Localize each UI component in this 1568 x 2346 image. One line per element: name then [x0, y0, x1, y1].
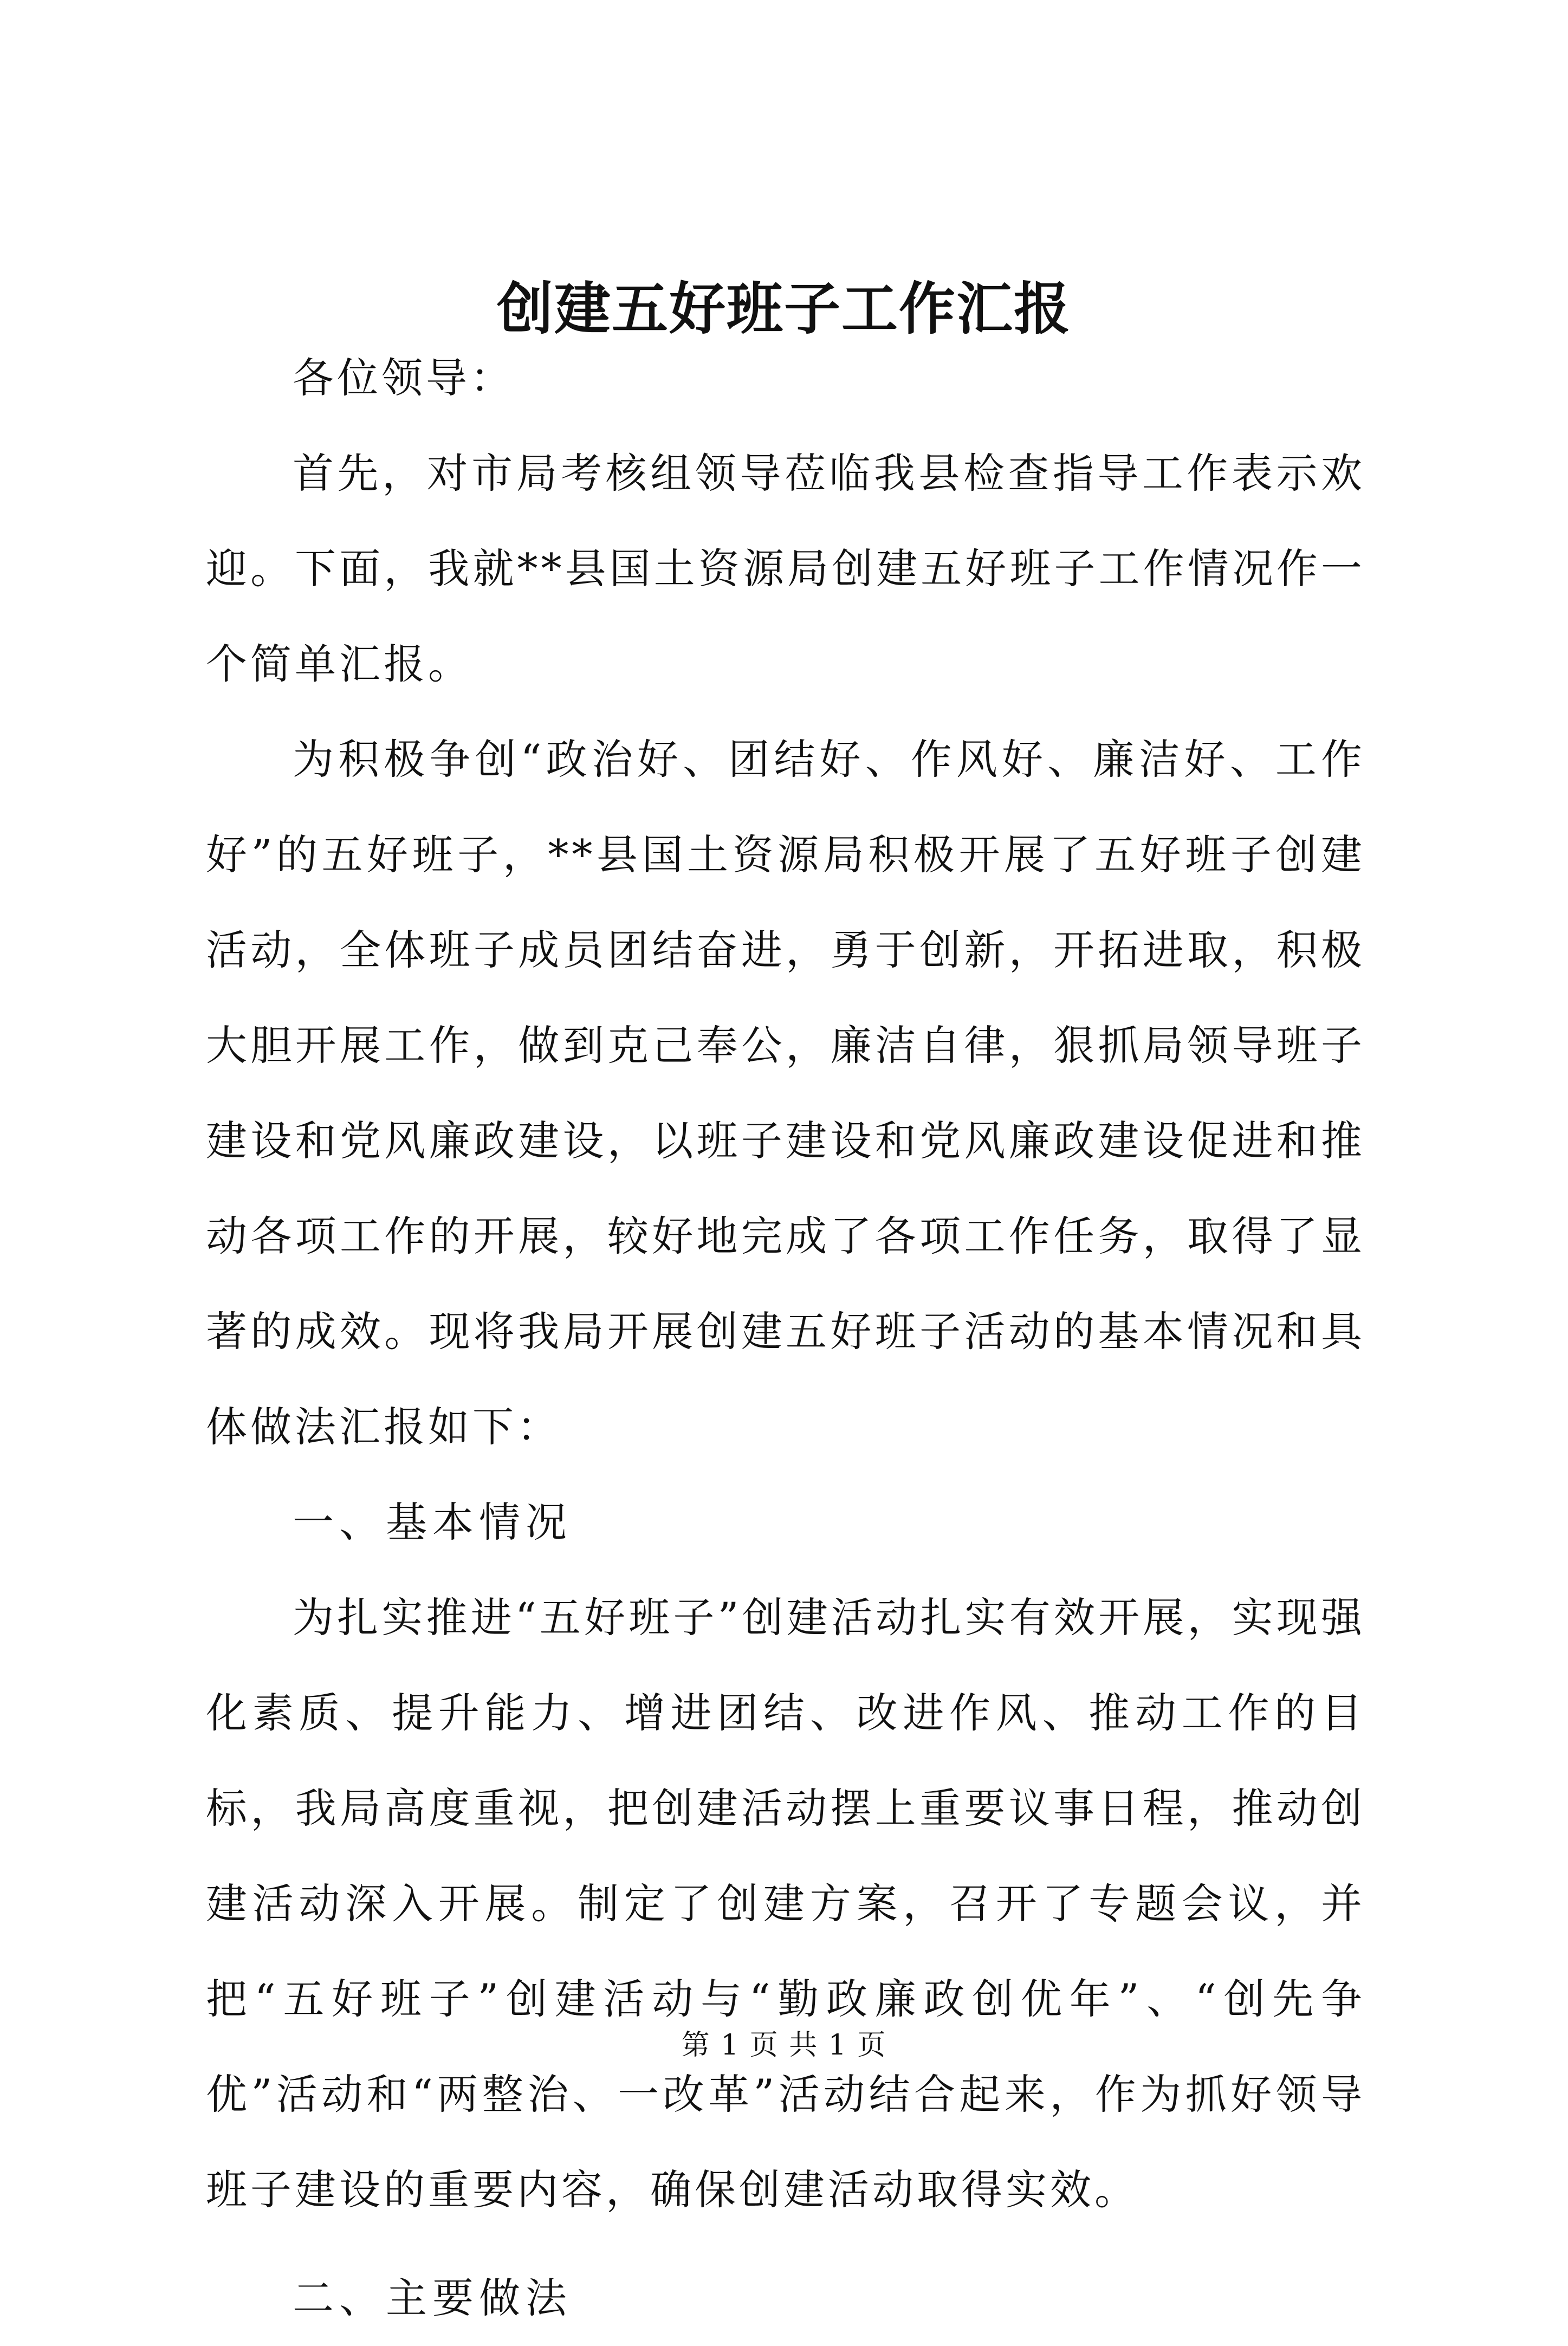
- section-heading-main-practices: 二、主要做法: [293, 2274, 572, 2322]
- document-title: 创建五好班子工作汇报: [496, 275, 1071, 342]
- section-heading-basic-situation: 一、基本情况: [293, 1498, 572, 1546]
- paragraph-basic-situation: 为扎实推进“五好班子”创建活动扎实有效开展，实现强化素质、提升能力、增进团结、改进作风、推动工作的目标，我局高度重视，把创建活动摆上重要议事日程，推动创建活动深入开展。制定了创建方案，召开了专题会议，并把“五好班子”创建活动与“勤政廉政创优年”、“创先争优”活动和“两整治、一改革”活动结合起来，作为抓好领导班子建设的重要内容，确保创建活动取得实效。: [206, 1593, 1365, 2214]
- salutation: 各位领导：: [293, 354, 515, 402]
- paragraph-intro: 首先，对市局考核组领导莅临我县检查指导工作表示欢迎。下面，我就**县国土资源局创建五好班子工作情况作一个简单汇报。: [206, 449, 1365, 688]
- paragraph-overview: 为积极争创“政治好、团结好、作风好、廉洁好、工作好”的五好班子，**县国土资源局积极开展了五好班子创建活动，全体班子成员团结奋进，勇于创新，开拓进取，积极大胆开展工作，做到克己奉公，廉洁自律，狠抓局领导班子建设和党风廉政建设，以班子建设和党风廉政建设促进和推动各项工作的开展，较好地完成了各项工作任务，取得了显著的成效。现将我局开展创建五好班子活动的基本情况和具体做法汇报如下：: [206, 735, 1365, 1451]
- page-number-footer: 第 1 页 共 1 页: [681, 2029, 887, 2062]
